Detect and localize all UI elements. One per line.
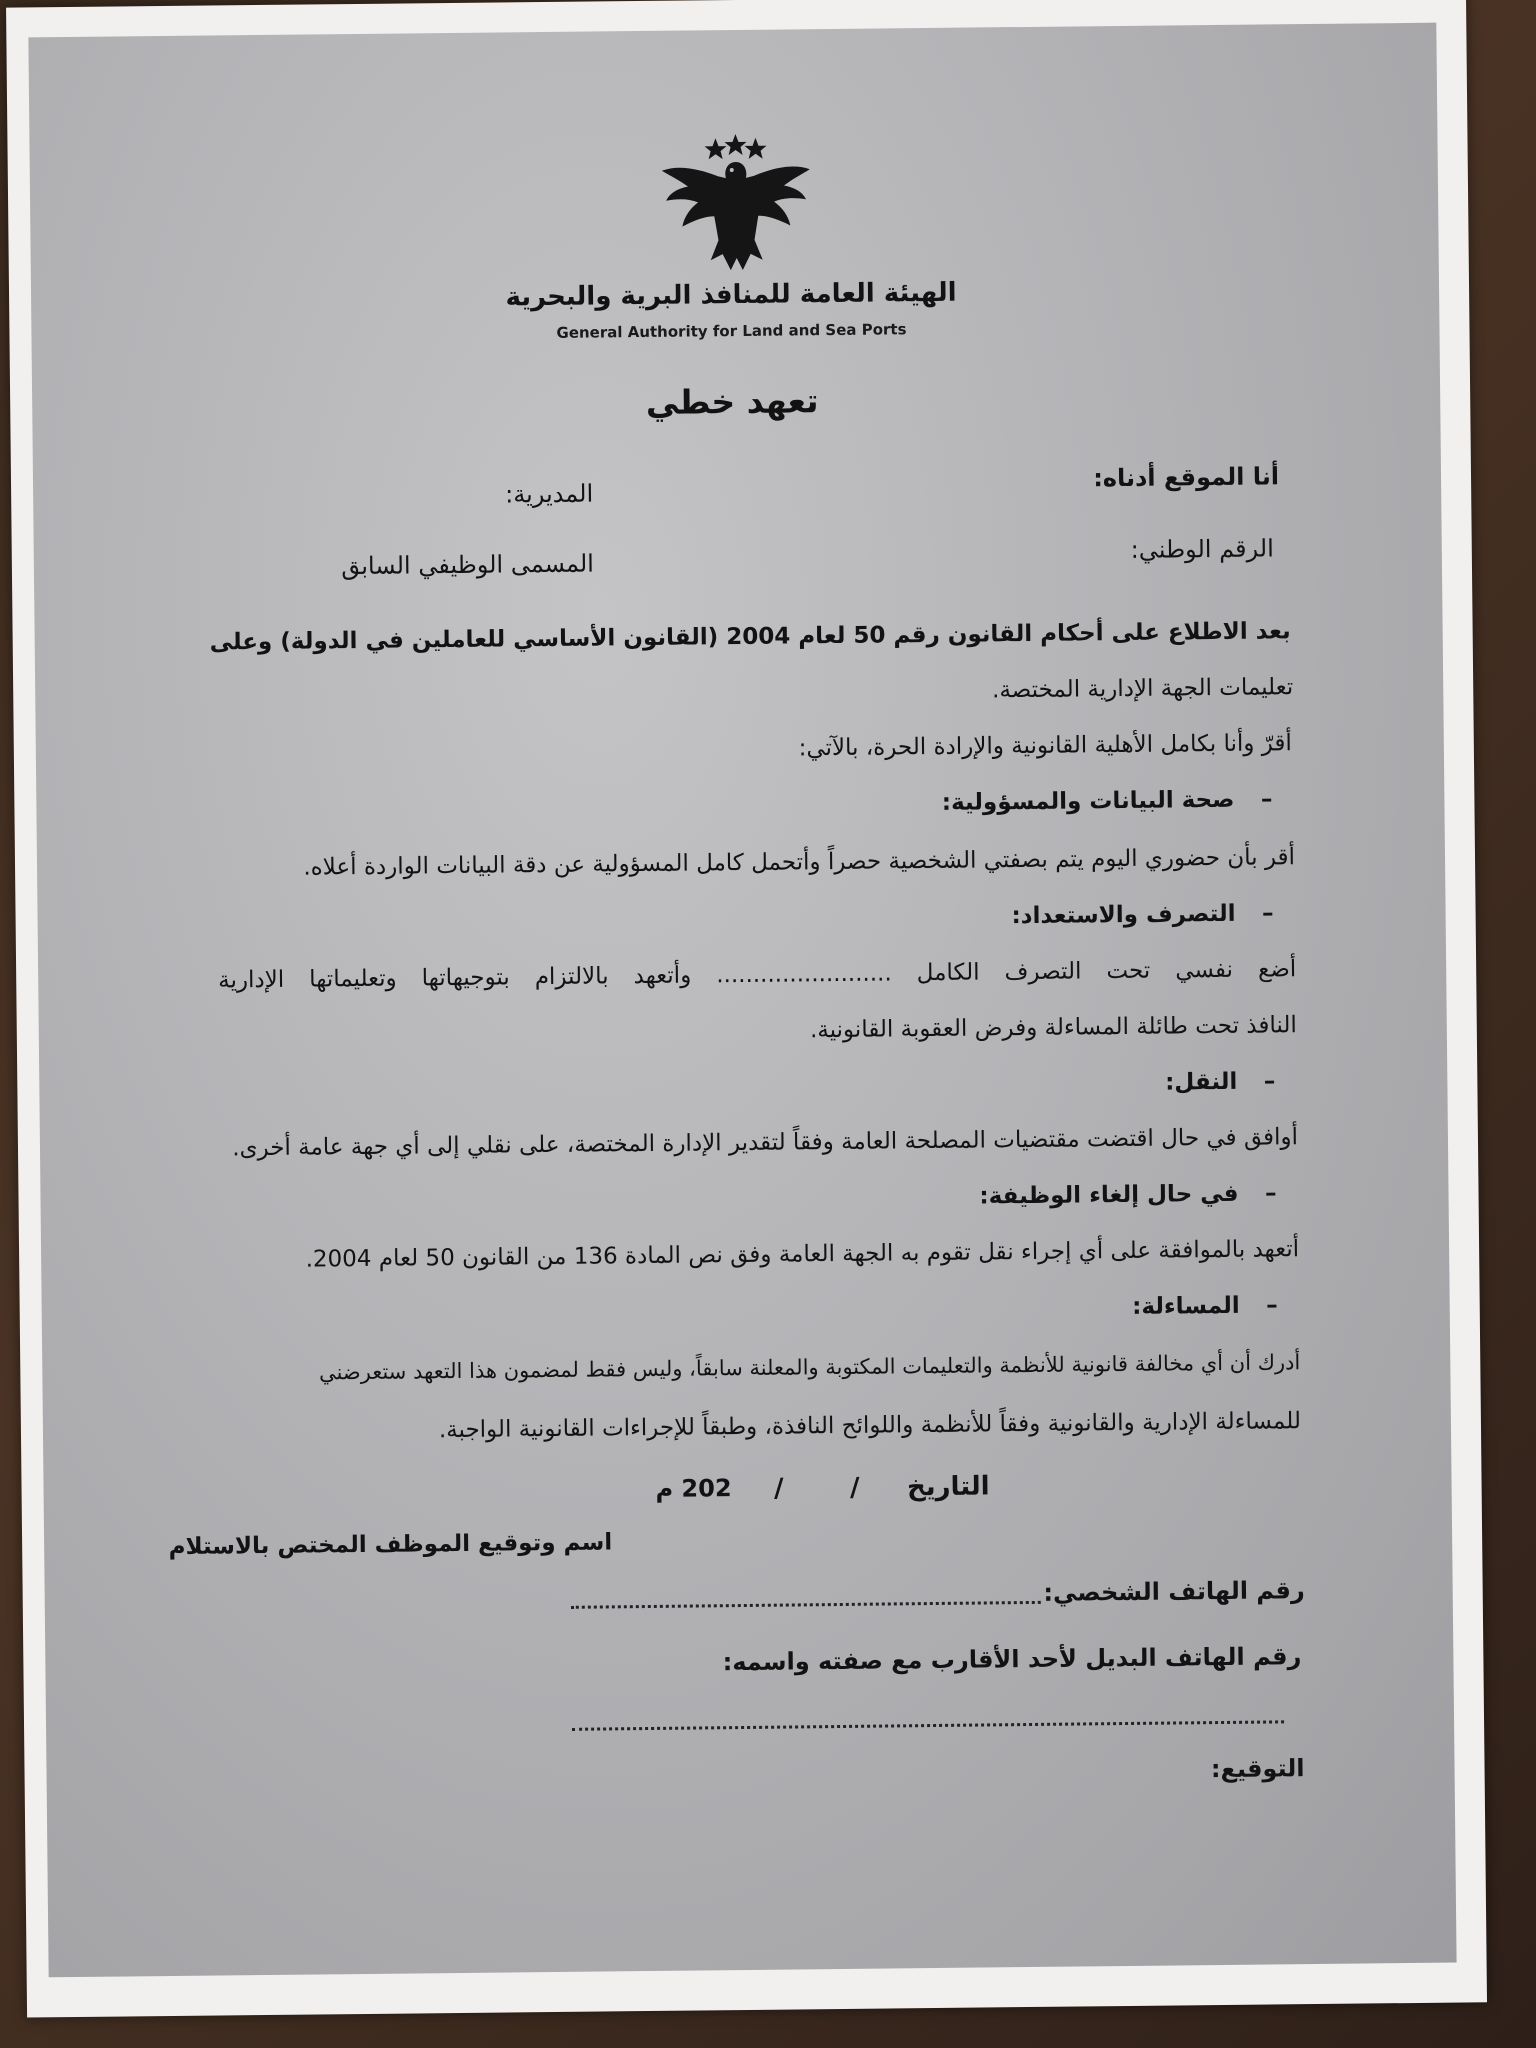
intro-line-3: أقرّ وأنا بكامل الأهلية القانونية والإرادة الحرة، بالآتي:: [798, 730, 1292, 762]
section-heading-accountability: المساءلة:: [1132, 1292, 1240, 1320]
date-label: التاريخ: [906, 1471, 990, 1503]
section-bullet: –: [1260, 786, 1273, 813]
section-bullet: –: [1266, 1292, 1278, 1319]
alt-phone-line: [572, 1720, 1284, 1730]
personal-phone-line: [571, 1601, 1041, 1609]
employee-name-signature-label: اسم وتوقيع الموظف المختص بالاستلام: [168, 1529, 613, 1561]
section-text-job-cancellation: أتعهد بالموافقة على أي إجراء نقل تقوم به الجهة العامة وفق نص المادة 136 من القانون 50 لعام 2004.: [305, 1236, 1300, 1273]
signer-label: أنا الموقع أدناه:: [1093, 462, 1280, 493]
section-bullet: –: [1263, 1068, 1276, 1095]
section-bullet: –: [1261, 900, 1274, 927]
section-text-accountability-1: أدرك أن أي مخالفة قانونية للأنظمة والتعليمات المكتوبة والمعلنة سابقاً، وليس فقط لمضمون هذا التعهد ستعرضني: [318, 1350, 1301, 1385]
organization-name-english: General Authority for Land and Sea Ports: [556, 320, 907, 342]
intro-line-1: بعد الاطلاع على أحكام القانون رقم 50 لعام 2004 (القانون الأساسي للعاملين في الدولة) وعلى: [209, 618, 1291, 656]
section-heading-transfer: النقل:: [1165, 1068, 1238, 1096]
paper-sheet: [6, 0, 1487, 2018]
intro-line-2: تعليمات الجهة الإدارية المختصة.: [991, 674, 1294, 704]
organization-name-arabic: الهيئة العامة للمنافذ البرية والبحرية: [505, 277, 957, 313]
date-year: 202 م: [655, 1474, 732, 1503]
eagle-emblem-icon: [657, 129, 815, 281]
previous-title-label: المسمى الوظيفي السابق: [341, 549, 595, 581]
section-heading-job-cancellation: في حال إلغاء الوظيفة:: [979, 1180, 1239, 1210]
section-heading-disposal: التصرف والاستعداد:: [1011, 900, 1236, 930]
printed-area: [28, 23, 1456, 1978]
section-text-disposal-2: النافذ تحت طائلة المساءلة وفرض العقوبة القانونية.: [809, 1012, 1297, 1044]
date-slash: /: [773, 1473, 784, 1504]
section-text-disposal-1: أضع نفسي تحت التصرف الكامل ........................ وأتعهد بالالتزام بتوجيهاتها وتعليماتها الإدارية: [218, 956, 1297, 994]
section-text-accountability-2: للمساءلة الإدارية والقانونية وفقاً للأنظمة واللوائح النافذة، وطبقاً للإجراءات القانونية الواجبة.: [438, 1408, 1302, 1444]
section-heading-data: صحة البيانات والمسؤولية:: [941, 786, 1235, 816]
alt-phone-label: رقم الهاتف البديل لأحد الأقارب مع صفته واسمه:: [722, 1642, 1302, 1677]
section-text-data: أقر بأن حضوري اليوم يتم بصفتي الشخصية حصراً وأتحمل كامل المسؤولية عن دقة البيانات الواردة أعلاه.: [303, 844, 1296, 881]
signature-label: التوقيع:: [1210, 1754, 1305, 1784]
date-slash: /: [849, 1472, 860, 1503]
section-bullet: –: [1264, 1180, 1277, 1207]
document-title: تعهد خطي: [645, 381, 819, 422]
national-id-label: الرقم الوطني:: [1130, 534, 1274, 564]
directorate-label: المديرية:: [505, 479, 594, 509]
section-text-transfer: أوافق في حال اقتضت مقتضيات المصلحة العامة وفقاً لتقدير الإدارة المختصة، على نقلي إلى أي جهة عامة أخرى.: [232, 1124, 1299, 1162]
personal-phone-label: رقم الهاتف الشخصي:: [1043, 1576, 1305, 1607]
